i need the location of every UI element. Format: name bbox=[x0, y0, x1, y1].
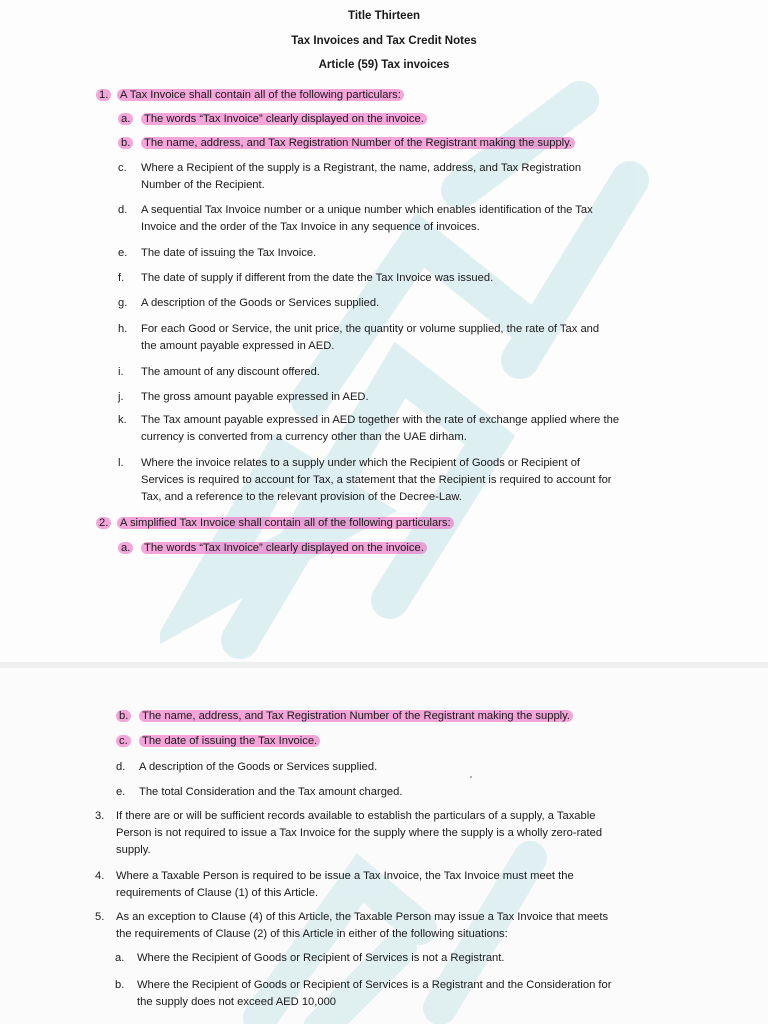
list-item-text: As an exception to Clause (4) of this Article, the Taxable Person may issue a Tax Invoice that meets bbox=[116, 911, 609, 923]
list-marker: b. bbox=[115, 979, 125, 991]
document-page-2 bbox=[0, 668, 768, 1024]
list-item-text: currency is converted from a currency other than the UAE dirham. bbox=[141, 431, 467, 443]
list-marker: a. bbox=[115, 952, 125, 964]
list-marker: e. bbox=[116, 786, 126, 798]
list-marker bbox=[118, 540, 133, 556]
list-item-text: The Tax amount payable expressed in AED together with the rate of exchange applied where the bbox=[141, 414, 620, 426]
page-subtitle: Tax Invoices and Tax Credit Notes bbox=[291, 35, 477, 47]
list-marker: i. bbox=[118, 366, 124, 378]
list-marker: e. bbox=[118, 247, 128, 259]
list-item-text: The date of issuing the Tax Invoice. bbox=[141, 247, 317, 259]
highlighted-text: b. bbox=[116, 710, 131, 722]
list-item-text: The date of supply if different from the date the Tax Invoice was issued. bbox=[141, 272, 494, 284]
highlighted-text: The date of issuing the Tax Invoice. bbox=[139, 735, 320, 747]
list-marker bbox=[116, 708, 131, 724]
list-item-text: requirements of Clause (1) of this Article. bbox=[116, 887, 319, 899]
clause-text bbox=[117, 87, 404, 103]
list-item-text bbox=[139, 708, 573, 724]
list-item-text: the amount payable expressed in AED. bbox=[141, 340, 335, 352]
list-item-text: supply. bbox=[116, 844, 151, 856]
list-marker: g. bbox=[118, 297, 128, 309]
list-marker bbox=[116, 733, 131, 749]
list-marker: d. bbox=[116, 761, 126, 773]
highlighted-text: a. bbox=[118, 542, 133, 554]
highlighted-text: A Tax Invoice shall contain all of the following particulars: bbox=[117, 89, 404, 101]
list-item-text bbox=[141, 135, 575, 151]
list-item-text: The gross amount payable expressed in AED. bbox=[141, 391, 369, 403]
highlighted-text: c. bbox=[116, 735, 131, 747]
list-item-text: For each Good or Service, the unit price, the quantity or volume supplied, the rate of Tax and bbox=[141, 323, 600, 335]
list-marker: 3. bbox=[95, 810, 105, 822]
page-title: Title Thirteen bbox=[348, 10, 420, 22]
article-heading: Article (59) Tax invoices bbox=[318, 59, 450, 71]
list-item-text: Invoice and the order of the Tax Invoice in any sequence of invoices. bbox=[141, 221, 480, 233]
list-item-text: Where a Recipient of the supply is a Registrant, the name, address, and Tax Registration bbox=[141, 162, 582, 174]
list-marker bbox=[118, 135, 133, 151]
list-marker: 5. bbox=[95, 911, 105, 923]
list-item-text: the requirements of Clause (2) of this Article in either of the following situations: bbox=[116, 928, 508, 940]
list-item-text: Where a Taxable Person is required to be issue a Tax Invoice, the Tax Invoice must meet the bbox=[116, 870, 574, 882]
list-marker bbox=[118, 111, 133, 127]
list-item-text: Where the Recipient of Goods or Recipient of Services is not a Registrant. bbox=[137, 952, 505, 964]
list-marker: h. bbox=[118, 323, 128, 335]
highlighted-text: 2. bbox=[96, 517, 111, 529]
list-marker: 4. bbox=[95, 870, 105, 882]
list-item-text: A description of the Goods or Services supplied. bbox=[141, 297, 380, 309]
list-item-text bbox=[139, 733, 320, 749]
highlighted-text: a. bbox=[118, 113, 133, 125]
highlighted-text: The words “Tax Invoice” clearly displayed on the invoice. bbox=[141, 542, 427, 554]
list-item-text bbox=[141, 540, 427, 556]
list-marker: k. bbox=[118, 414, 127, 426]
list-marker: c. bbox=[118, 162, 127, 174]
list-item-text: The total Consideration and the Tax amount charged. bbox=[139, 786, 403, 798]
highlighted-text: The name, address, and Tax Registration Number of the Registrant making the supply. bbox=[139, 710, 573, 722]
list-marker: d. bbox=[118, 204, 128, 216]
list-item-text: Where the Recipient of Goods or Recipient of Services is a Registrant and the Consideration for bbox=[137, 979, 612, 991]
list-item-text: A description of the Goods or Services supplied. bbox=[139, 761, 378, 773]
list-item-text: Person is not required to issue a Tax Invoice for the supply where the supply is a wholly zero-rated bbox=[116, 827, 603, 839]
list-item-text: the supply does not exceed AED 10,000 bbox=[137, 996, 337, 1008]
highlighted-text: 1. bbox=[96, 89, 111, 101]
list-item-text: If there are or will be sufficient records available to establish the particulars of a supply, a Taxable bbox=[116, 810, 596, 822]
list-item-text: Where the invoice relates to a supply under which the Recipient of Goods or Recipient of bbox=[141, 457, 581, 469]
scan-speck bbox=[470, 776, 472, 778]
list-item-text: A sequential Tax Invoice number or a unique number which enables identification of the Tax bbox=[141, 204, 593, 216]
highlighted-text: The name, address, and Tax Registration Number of the Registrant making the supply. bbox=[141, 137, 575, 149]
highlighted-text: The words “Tax Invoice” clearly displayed on the invoice. bbox=[141, 113, 427, 125]
clause-marker bbox=[96, 87, 111, 103]
list-item-text: Services is required to account for Tax, a statement that the Recipient is required to account for bbox=[141, 474, 612, 486]
list-marker: j. bbox=[118, 391, 124, 403]
list-item-text: Tax, and a reference to the relevant provision of the Decree-Law. bbox=[141, 491, 462, 503]
list-item-text bbox=[141, 111, 427, 127]
highlighted-text: A simplified Tax Invoice shall contain all of the following particulars: bbox=[117, 517, 454, 529]
clause-marker bbox=[96, 515, 111, 531]
list-marker: f. bbox=[118, 272, 125, 284]
clause-text bbox=[117, 515, 454, 531]
list-item-text: The amount of any discount offered. bbox=[141, 366, 320, 378]
list-marker: l. bbox=[118, 457, 124, 469]
highlighted-text: b. bbox=[118, 137, 133, 149]
list-item-text: Number of the Recipient. bbox=[141, 179, 265, 191]
